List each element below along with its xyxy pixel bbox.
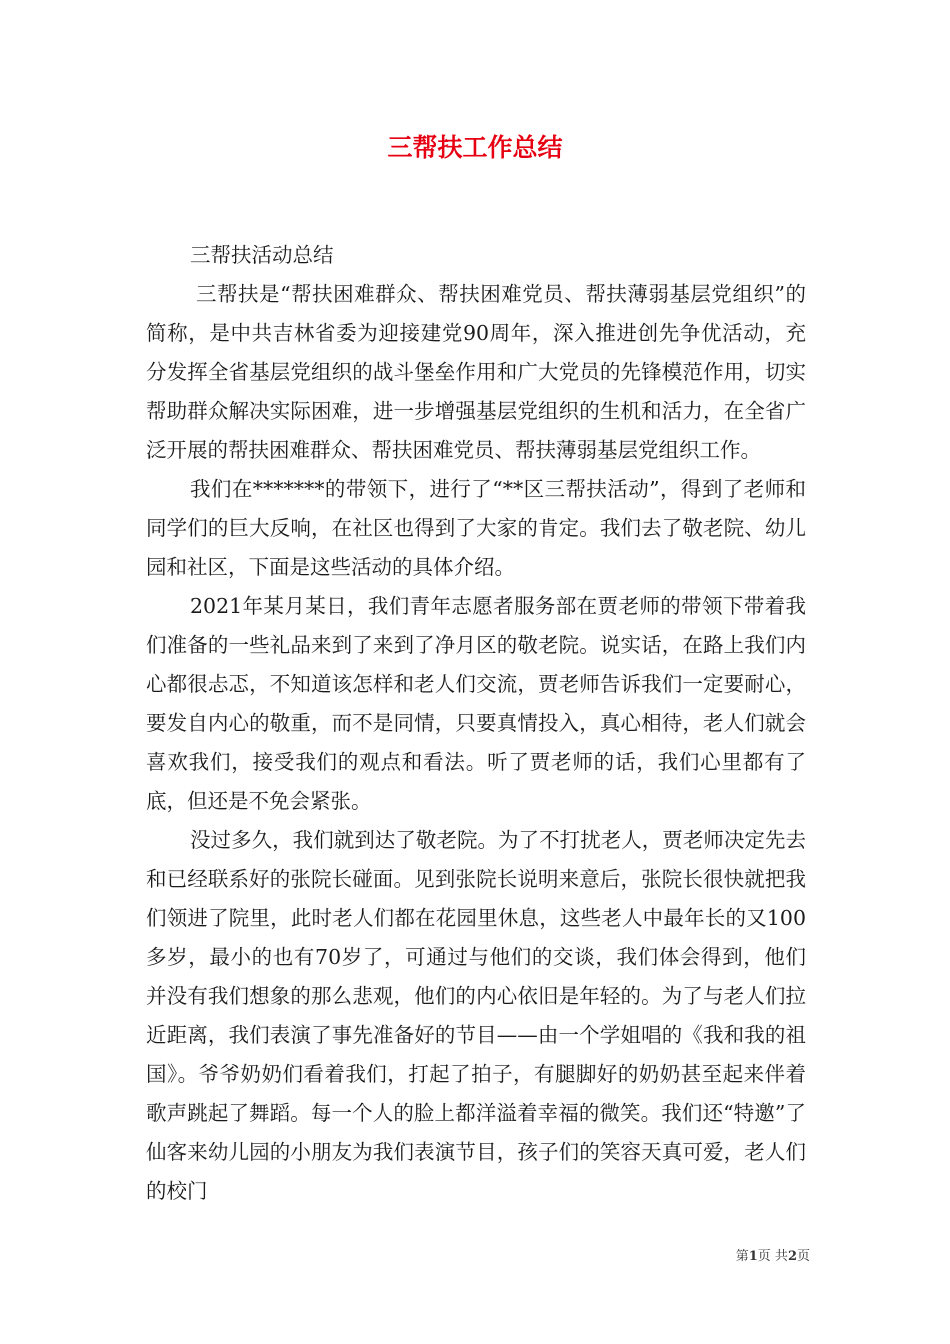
body-paragraph: 2021年某月某日，我们青年志愿者服务部在贾老师的带领下带着我们准备的一些礼品来到了来到了净月区的敬老院。说实话，在路上我们内心都很忐忑，不知道该怎样和老人们交流，贾老师告诉我们一定要耐心，要发自内心的敬重，而不是同情，只要真情投入，真心相待，老人们就会喜欢我们，接受我们的观点和看法。听了贾老师的话，我们心里都有了底，但还是不免会紧张。 <box>146 594 806 813</box>
document-title: 三帮扶工作总结 <box>387 133 563 162</box>
footer-middle: 页 共 <box>757 1249 788 1264</box>
body-paragraph: 我们在*******的带领下，进行了“**区三帮扶活动”，得到了老师和同学们的巨大反响，在社区也得到了大家的肯定。我们去了敬老院、幼儿园和社区，下面是这些活动的具体介绍。 <box>146 477 806 579</box>
document-body <box>146 236 806 1211</box>
body-paragraph: 没过多久，我们就到达了敬老院。为了不打扰老人，贾老师决定先去和已经联系好的张院长碰面。见到张院长说明来意后，张院长很快就把我们领进了院里，此时老人们都在花园里休息，这些老人中最年长的又100多岁，最小的也有70岁了，可通过与他们的交谈，我们体会得到，他们并没有我们想象的那么悲观，他们的内心依旧是年轻的。为了与老人们拉近距离，我们表演了事先准备好的节目——由一个学姐唱的《我和我的祖国》。爷爷奶奶们看着我们，打起了拍子，有腿脚好的奶奶甚至起来伴着歌声跳起了舞蹈。每一个人的脸上都洋溢着幸福的微笑。我们还“特邀”了仙客来幼儿园的小朋友为我们表演节目，孩子们的笑容天真可爱，老人们的校门 <box>146 828 806 1203</box>
footer-suffix: 页 <box>796 1249 810 1264</box>
body-paragraph: 三帮扶是“帮扶困难群众、帮扶困难党员、帮扶薄弱基层党组织”的简称，是中共吉林省委为迎接建党90周年，深入推进创先争优活动，充分发挥全省基层党组织的战斗堡垒作用和广大党员的先锋模范作用，切实帮助群众解决实际困难，进一步增强基层党组织的生机和活力，在全省广泛开展的帮扶困难群众、帮扶困难党员、帮扶薄弱基层党组织工作。 <box>146 282 806 462</box>
footer-current-page: 1 <box>748 1249 758 1264</box>
footer-total-pages: 2 <box>787 1249 797 1264</box>
footer-prefix: 第 <box>735 1249 749 1264</box>
section-subheading: 三帮扶活动总结 <box>190 243 334 267</box>
page-number-footer <box>700 1247 810 1267</box>
